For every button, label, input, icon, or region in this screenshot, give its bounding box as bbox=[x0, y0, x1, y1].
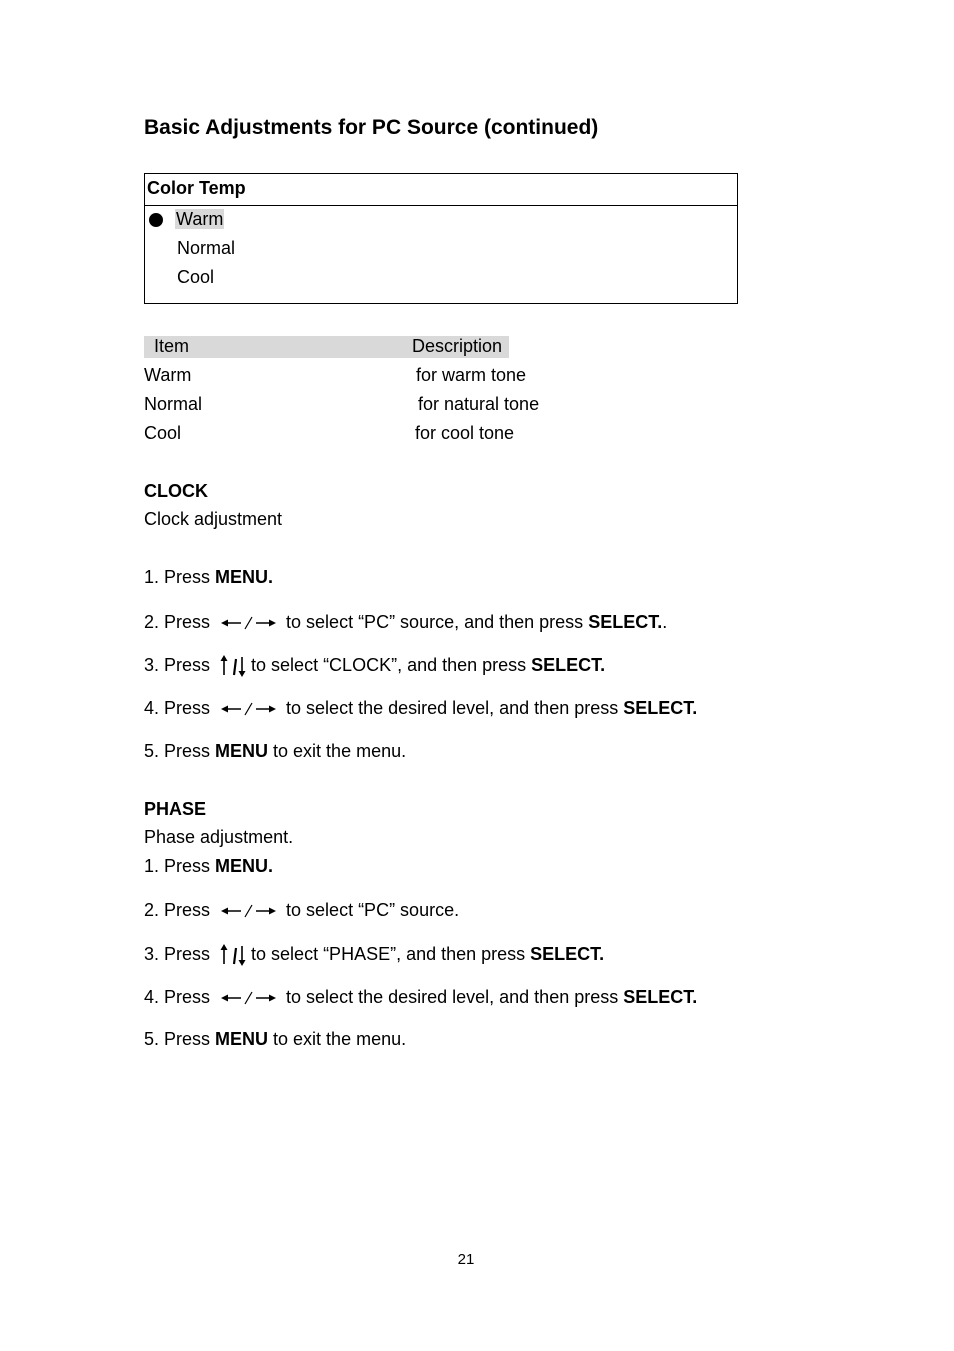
left-right-arrows-icon bbox=[221, 904, 276, 918]
menu-option-cool[interactable] bbox=[177, 267, 214, 288]
phase-heading: PHASE bbox=[144, 799, 207, 819]
phase-subtitle: Phase adjustment. bbox=[144, 827, 294, 847]
page-number: 21 bbox=[457, 1251, 475, 1268]
color-temp-menu bbox=[144, 173, 738, 304]
up-down-arrows-icon bbox=[219, 944, 247, 966]
clock-step-2: 2. Press to select “PC” source, and then press SELECT.. bbox=[144, 612, 668, 632]
table-header-item: Item bbox=[154, 336, 190, 356]
bullet-icon bbox=[149, 213, 163, 227]
left-right-arrows-icon bbox=[221, 702, 276, 716]
menu-option-label: Warm bbox=[176, 209, 224, 229]
clock-step-3: 3. Press to select “CLOCK”, and then press SELECT. bbox=[144, 655, 605, 677]
clock-heading: CLOCK bbox=[144, 481, 208, 501]
menu-header-label: Color Temp bbox=[147, 178, 246, 198]
table-cell: for cool tone bbox=[415, 423, 515, 443]
clock-step-4: 4. Press to select the desired level, and then press SELECT. bbox=[144, 698, 698, 718]
phase-step-5: 5. Press MENU to exit the menu. bbox=[144, 1029, 407, 1049]
clock-step-1: 1. Press MENU. bbox=[144, 567, 274, 587]
menu-option-label: Normal bbox=[177, 238, 236, 258]
clock-subtitle: Clock adjustment bbox=[144, 509, 283, 529]
table-header-description: Description bbox=[412, 336, 503, 356]
table-cell: Normal bbox=[144, 394, 203, 414]
menu-option-normal[interactable] bbox=[177, 238, 235, 259]
menu-option-label: Cool bbox=[177, 267, 215, 287]
table-cell: for natural tone bbox=[418, 394, 540, 414]
left-right-arrows-icon bbox=[221, 991, 276, 1005]
phase-step-4: 4. Press to select the desired level, and then press SELECT. bbox=[144, 987, 698, 1007]
phase-step-1: 1. Press MENU. bbox=[144, 856, 274, 876]
phase-step-2: 2. Press to select “PC” source. bbox=[144, 900, 460, 920]
page-title: Basic Adjustments for PC Source (continued) bbox=[144, 116, 599, 139]
menu-option-warm[interactable] bbox=[175, 209, 224, 230]
menu-header bbox=[145, 174, 737, 206]
up-down-arrows-icon bbox=[219, 655, 247, 677]
table-cell: Cool bbox=[144, 423, 182, 443]
left-right-arrows-icon bbox=[221, 616, 276, 630]
clock-step-5: 5. Press MENU to exit the menu. bbox=[144, 741, 407, 761]
table-cell: for warm tone bbox=[416, 365, 527, 385]
table-cell: Warm bbox=[144, 365, 192, 385]
phase-step-3: 3. Press to select “PHASE”, and then press SELECT. bbox=[144, 944, 604, 966]
